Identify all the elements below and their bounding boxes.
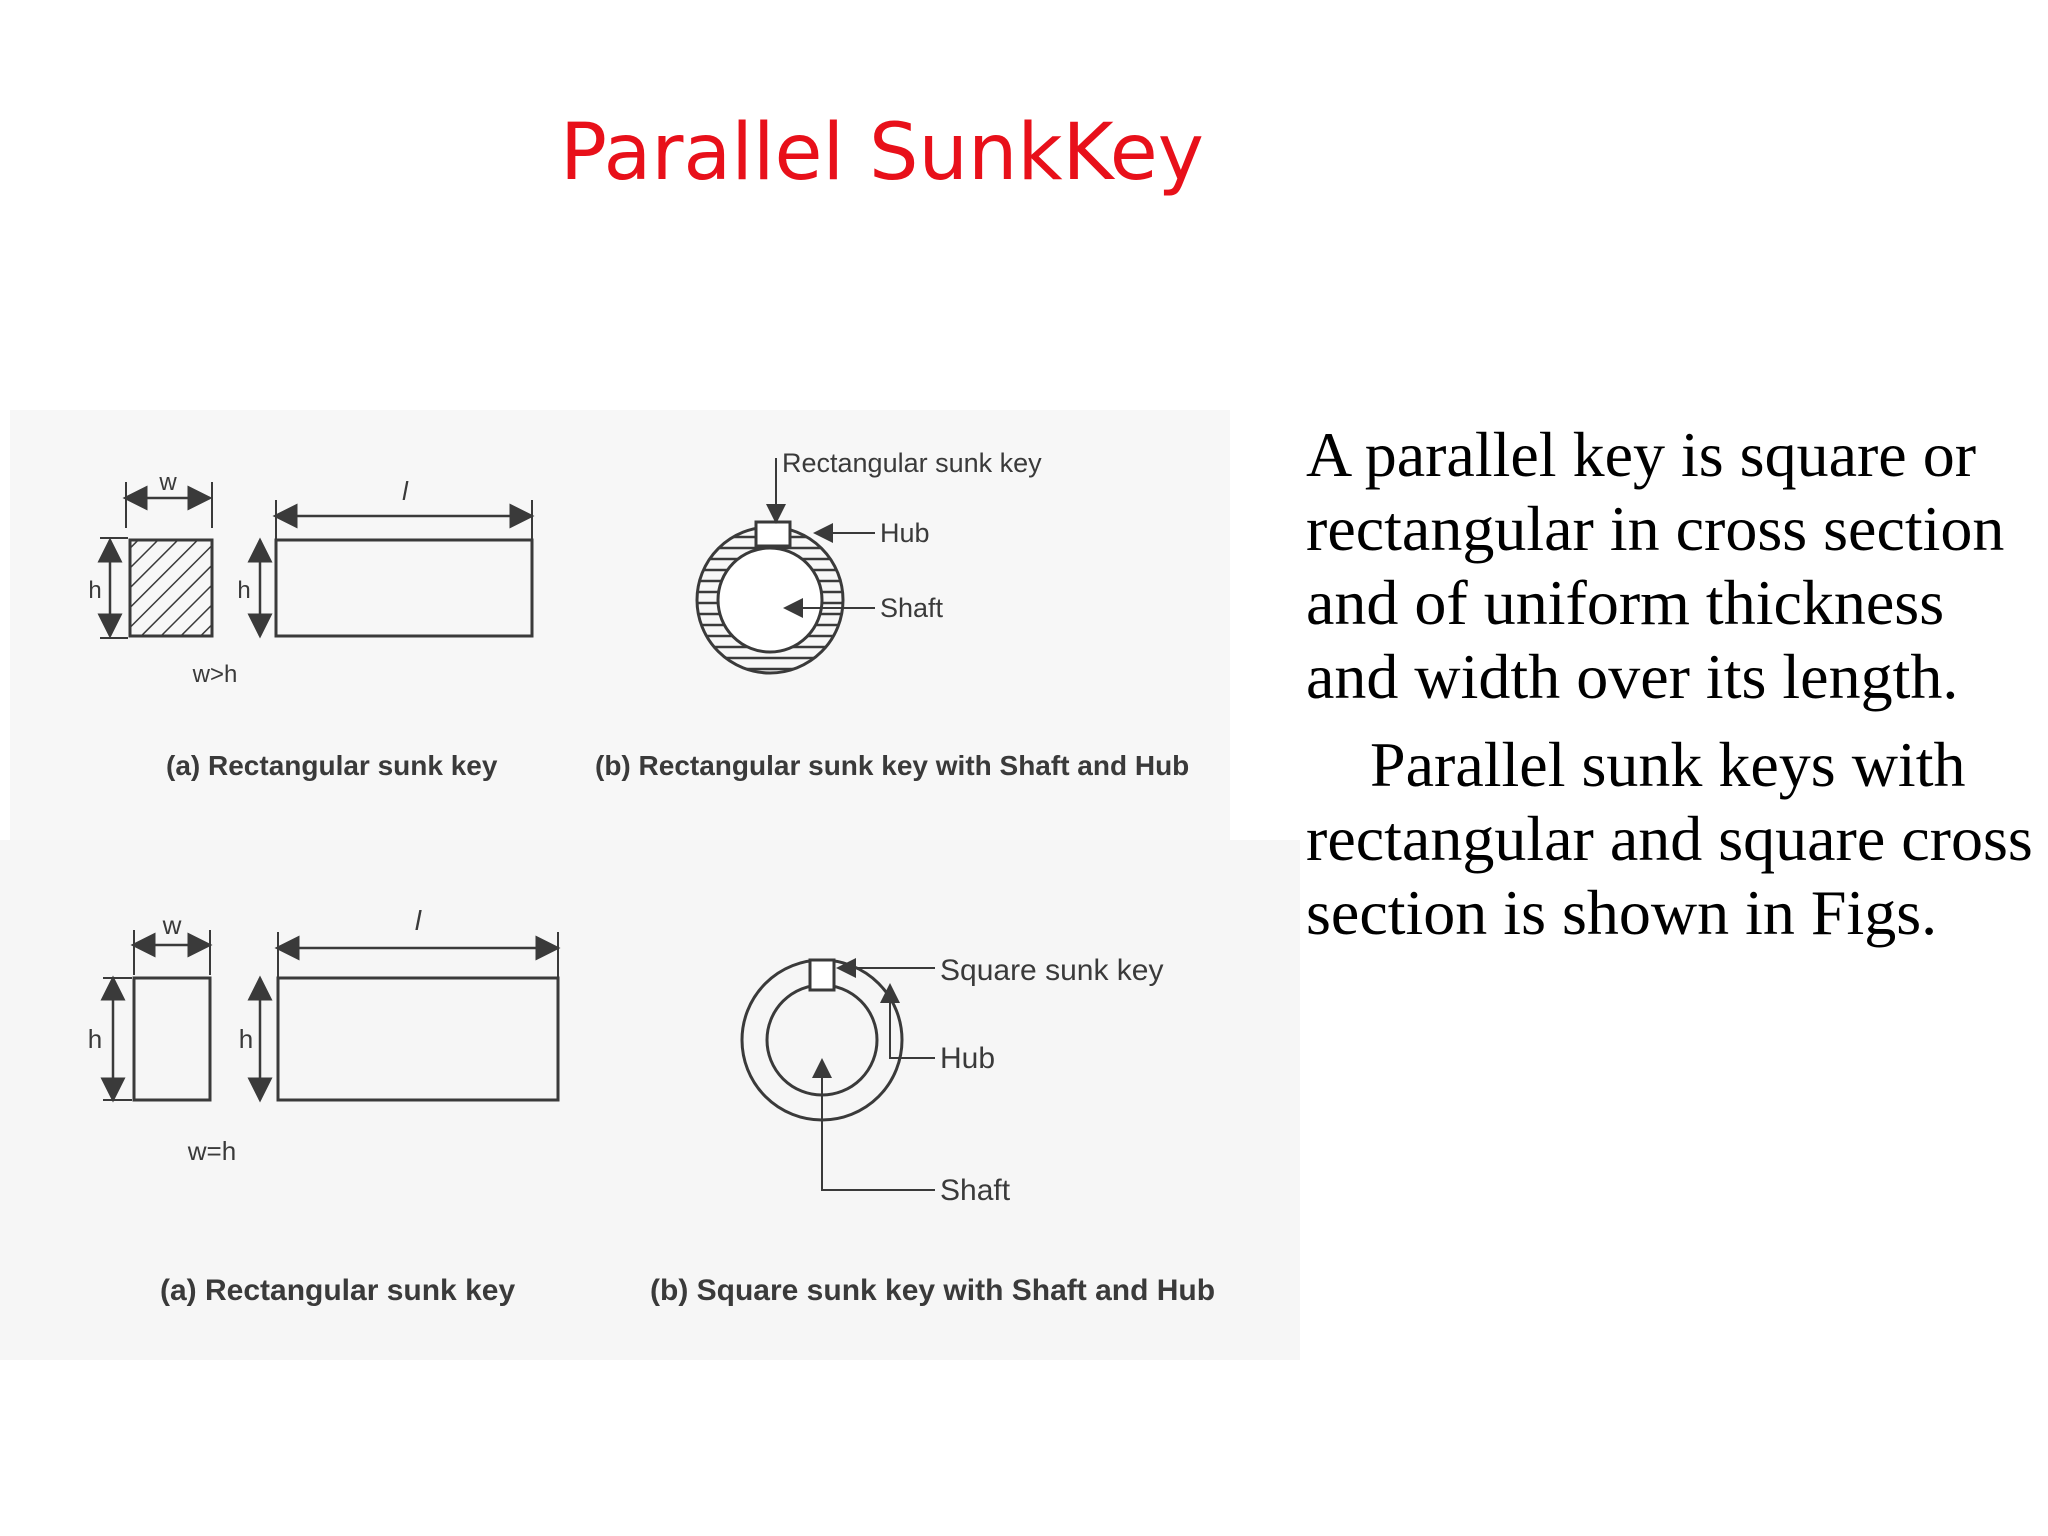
paragraph-definition: A parallel key is square or rectangular in cross section and of uniform thickness and width over its length. [1306, 419, 2005, 712]
top-dim-h-right: h [237, 577, 251, 604]
bottom-dim-h-left: h [87, 1024, 103, 1054]
paragraph-figures: Parallel sunk keys with rectangular and square cross section is shown in Figs. [1306, 729, 2033, 948]
slide-title: Parallel SunkKey [560, 108, 1204, 198]
bottom-dim-l: l [414, 905, 422, 936]
top-dim-w: w [159, 469, 177, 496]
top-caption-a: (a) Rectangular sunk key [166, 750, 498, 781]
top-shaft-circle [718, 548, 822, 652]
bottom-callout-shaft: Shaft [940, 1174, 1011, 1207]
bottom-callout-key: Square sunk key [940, 954, 1164, 987]
bottom-dim-w: w [162, 910, 182, 940]
bottom-callout-hub: Hub [940, 1042, 996, 1075]
bottom-key-in-shaft [810, 960, 834, 990]
bottom-caption-a: (a) Rectangular sunk key [160, 1274, 516, 1307]
bottom-dim-h-right: h [238, 1024, 254, 1054]
bottom-dim-relation: w=h [187, 1136, 237, 1166]
top-key-in-shaft [756, 522, 790, 546]
top-dim-h-left: h [88, 577, 102, 604]
top-callout-shaft: Shaft [880, 593, 944, 623]
bottom-caption-b: (b) Square sunk key with Shaft and Hub [650, 1274, 1216, 1307]
top-callout-key: Rectangular sunk key [782, 448, 1042, 478]
figure-area [0, 400, 1300, 1380]
body-text [1306, 418, 2046, 950]
key-diagrams [0, 400, 1300, 1380]
top-dim-l: l [402, 476, 408, 506]
top-dim-relation: w>h [192, 661, 238, 688]
top-key-section-hatched [130, 540, 212, 636]
top-caption-b: (b) Rectangular sunk key with Shaft and Hub [595, 750, 1190, 781]
top-callout-hub: Hub [880, 518, 930, 548]
